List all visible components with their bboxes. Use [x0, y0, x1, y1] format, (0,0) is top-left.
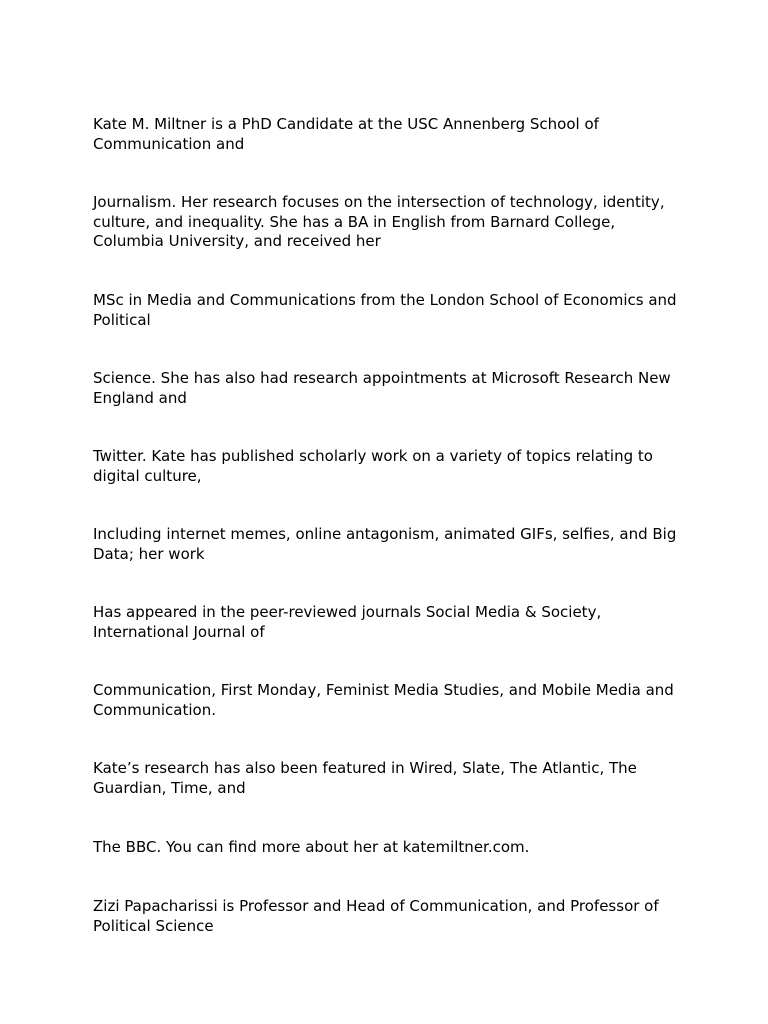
paragraph-10: The BBC. You can find more about her at katemiltner.com. [93, 838, 530, 856]
paragraph-9: Kate’s research has also been featured in Wired, Slate, The Atlantic, The Guardian, Time, and [93, 759, 637, 797]
paragraph-5: Twitter. Kate has published scholarly work on a variety of topics relating to digital culture, [93, 447, 653, 485]
paragraph-3: MSc in Media and Communications from the London School of Economics and Political [93, 291, 677, 329]
paragraph-8: Communication, First Monday, Feminist Media Studies, and Mobile Media and Communication. [93, 681, 674, 719]
paragraph-2: Journalism. Her research focuses on the intersection of technology, identity, culture, and inequality. She has a BA in English from Barnard College, Columbia University, and received her [93, 193, 665, 250]
paragraph-4: Science. She has also had research appointments at Microsoft Research New England and [93, 369, 671, 407]
paragraph-6: Including internet memes, online antagonism, animated GIFs, selfies, and Big Data; her work [93, 525, 677, 563]
paragraph-11: Zizi Papacharissi is Professor and Head of Communication, and Professor of Political Science [93, 897, 659, 935]
paragraph-1: Kate M. Miltner is a PhD Candidate at the USC Annenberg School of Communication and [93, 115, 599, 153]
paragraph-7: Has appeared in the peer-reviewed journals Social Media & Society, International Journal of [93, 603, 602, 641]
